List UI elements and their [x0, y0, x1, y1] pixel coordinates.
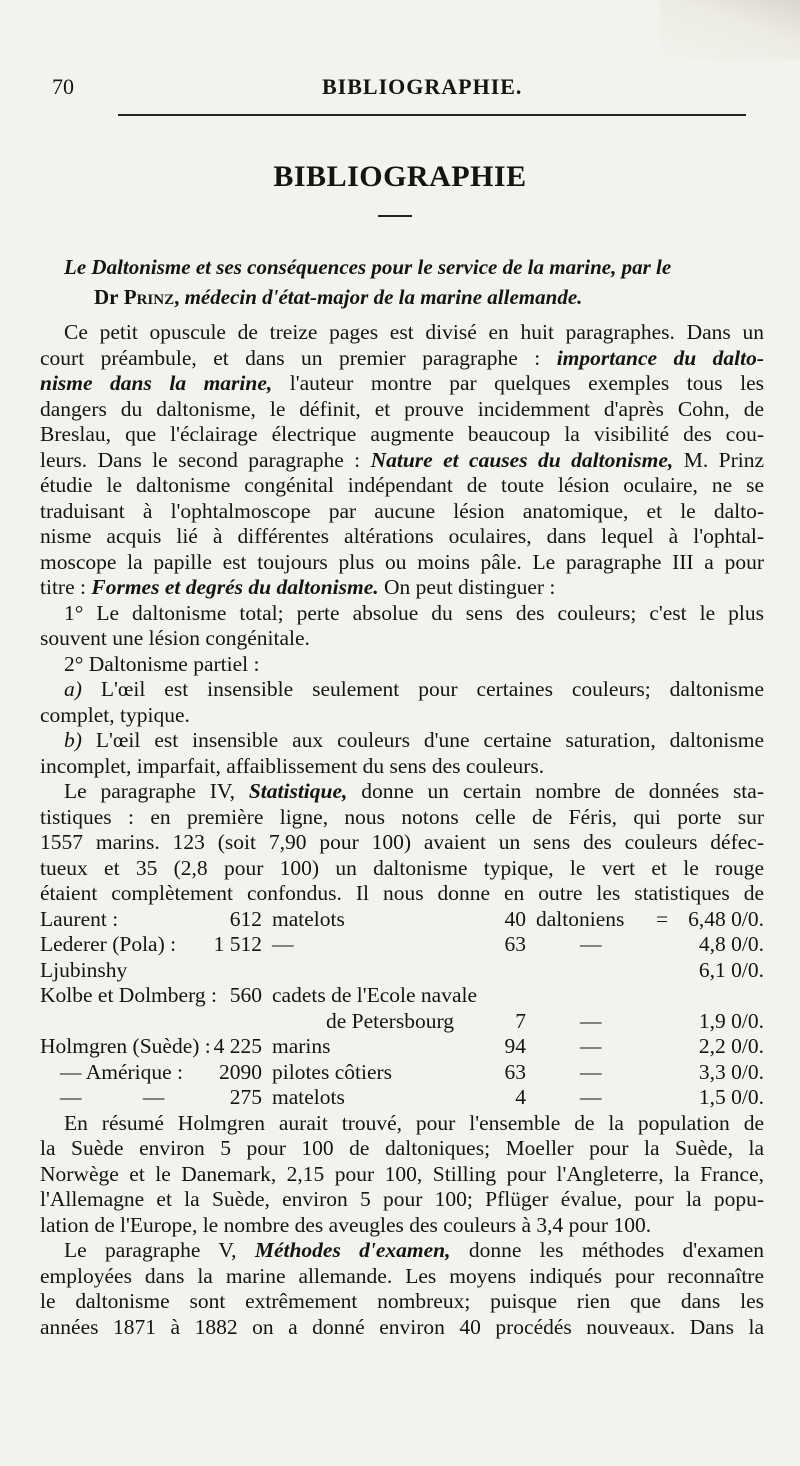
text-line: traduisant à l'ophtalmoscope par aucune lésion anatomique, et le dalto-	[40, 498, 764, 523]
stats-source: — Amérique :	[60, 1059, 184, 1084]
stats-separator: —	[580, 1059, 602, 1084]
text-run: M. Prinz	[683, 447, 764, 472]
stats-row	[40, 907, 764, 933]
stats-source: Holmgren (Suède) :	[40, 1034, 211, 1058]
text-line: Breslau, que l'éclairage électrique augmente beaucoup la visibilité des cou-	[40, 422, 764, 446]
italic-run: importance du dalto-	[556, 345, 765, 370]
stats-group: pilotes côtiers	[272, 1059, 393, 1084]
text-line	[40, 371, 764, 397]
text-line: le daltonisme sont extrêmement nombreux; puisque rien que dans les	[40, 1289, 764, 1313]
text-line: étudie le daltonisme congénital indépendant de toute lésion oculaire, ne se	[40, 473, 764, 497]
text-run: donne les méthodes d'examen	[468, 1238, 765, 1262]
citation-line-1: Le Daltonisme et ses conséquences pour le service de la marine, par le	[64, 255, 672, 279]
stats-separator: =	[656, 906, 669, 931]
book-citation	[64, 252, 764, 312]
text-line	[40, 346, 764, 372]
text-run: donne un certain nombre de données sta-	[361, 779, 764, 803]
stats-daltonians: 63	[504, 1059, 526, 1084]
stats-group: cadets de l'Ecole navale	[272, 983, 478, 1007]
stats-count: 275	[229, 1085, 262, 1109]
text-line: En résumé Holmgren aurait trouvé, pour l'ensemble de la population de	[64, 1110, 764, 1135]
stats-percent: 6,48 0/0.	[688, 906, 764, 931]
stats-row	[40, 1060, 764, 1086]
stats-count: 4 225	[213, 1034, 262, 1058]
section-title: BIBLIOGRAPHIE	[273, 160, 527, 193]
text-line: années 1871 à 1882 on a donné environ 40 procédés nouveaux. Dans la	[40, 1314, 764, 1339]
text-line: incomplet, imparfait, affaiblissement du sens des couleurs.	[40, 753, 545, 778]
stats-row	[40, 1085, 764, 1111]
stats-row	[40, 983, 764, 1009]
stats-daltonians: 40	[504, 906, 526, 931]
list-marker: a)	[64, 677, 82, 701]
text-line: lation de l'Europe, le nombre des aveugles des couleurs à 3,4 pour 100.	[40, 1212, 652, 1237]
text-line: la Suède environ 5 pour 100 de daltoniques; Moeller pour la Suède, la	[40, 1136, 764, 1160]
text-line: 1° Le daltonisme total; perte absolue du sens des couleurs; c'est le plus	[64, 600, 764, 625]
text-line	[40, 779, 764, 805]
italic-run: Formes et degrés du daltonisme.	[91, 575, 379, 599]
text-line: 2° Daltonisme partiel :	[64, 651, 260, 676]
text-line: tueux et 35 (2,8 pour 100) un daltonisme typique, le vert et le rouge	[40, 855, 764, 880]
stats-separator: —	[580, 1008, 602, 1033]
stats-percent: 3,3 0/0.	[698, 1059, 764, 1084]
title-rule	[378, 215, 412, 217]
text-line: moscope la papille est toujours plus ou moins pâle. Le paragraphe III a pour	[40, 549, 764, 574]
stats-count: 2090	[219, 1059, 262, 1084]
stats-daltonians-word: daltoniens	[536, 906, 625, 931]
text-line	[40, 575, 764, 601]
text-line: Norwège et le Danemark, 2,15 pour 100, Stilling pour l'Angleterre, la France,	[40, 1161, 764, 1186]
stats-separator: —	[580, 1085, 602, 1109]
stats-percent: 6,1 0/0.	[698, 957, 764, 982]
text-line: étaient complètement confondus. Il nous donne en outre les statistiques de	[40, 881, 764, 905]
text-run: L'œil est insensible seulement pour certaines couleurs; daltonisme	[100, 677, 764, 701]
stats-source: Laurent :	[40, 906, 119, 931]
body-text	[40, 320, 764, 1340]
citation-affiliation: médecin d'état-major de la marine allemande.	[184, 285, 583, 309]
stats-group: matelots	[272, 1085, 345, 1109]
text-run: On peut distinguer :	[384, 575, 556, 599]
stats-source: Ljubinshy	[40, 957, 128, 982]
header-rule	[118, 114, 746, 116]
text-line	[40, 677, 764, 703]
text-run: court préambule, et dans un premier paragraphe :	[40, 345, 541, 370]
text-line: employées dans la marine allemande. Les moyens indiqués pour reconnaître	[40, 1263, 764, 1288]
citation-line-2	[64, 282, 764, 312]
stats-group: de Petersbourg	[326, 1008, 454, 1033]
italic-run: Statistique,	[248, 779, 348, 803]
citation-author: Prinz,	[123, 285, 180, 309]
stats-percent: 2,2 0/0.	[698, 1034, 764, 1058]
text-line: Ce petit opuscule de treize pages est divisé en huit paragraphes. Dans un	[64, 320, 764, 344]
statistics-table	[40, 907, 764, 1111]
text-run: l'auteur montre par quelques exemples tous les	[289, 371, 764, 395]
text-line: l'Allemagne et la Suède, environ 5 pour 100; Pflüger évalue, pour la popu-	[40, 1187, 764, 1211]
list-marker: b)	[64, 728, 82, 752]
stats-daltonians: 63	[504, 932, 526, 956]
stats-daltonians: 7	[515, 1008, 526, 1033]
text-run: Le paragraphe V,	[64, 1238, 237, 1262]
text-line: tistiques : en première ligne, nous notons celle de Féris, qui porte sur	[40, 804, 764, 829]
stats-count: 612	[229, 906, 262, 931]
page-corner-shadow	[660, 0, 800, 60]
stats-count: 1 512	[213, 932, 262, 956]
stats-percent: 1,9 0/0.	[698, 1008, 764, 1033]
stats-percent: 1,5 0/0.	[698, 1085, 764, 1109]
text-line	[40, 1238, 764, 1264]
stats-daltonians: 4	[515, 1085, 526, 1109]
stats-separator: —	[580, 1034, 602, 1058]
text-line: nisme acquis lié à différentes altérations oculaires, dans lequel à l'ophtal-	[40, 524, 764, 548]
stats-row	[40, 958, 764, 984]
text-line	[40, 448, 764, 474]
stats-group: matelots	[272, 906, 345, 931]
citation-dr: Dr	[94, 285, 119, 309]
text-line	[40, 728, 764, 754]
text-line: souvent une lésion congénitale.	[40, 626, 310, 650]
stats-row	[40, 932, 764, 958]
italic-run: Méthodes d'examen,	[254, 1238, 451, 1262]
stats-source: Kolbe et Dolmberg :	[40, 983, 217, 1007]
stats-separator: —	[580, 932, 602, 956]
stats-daltonians: 94	[504, 1034, 526, 1058]
running-header	[52, 74, 742, 104]
text-line: 1557 marins. 123 (soit 7,90 pour 100) avaient un sens des couleurs défec-	[40, 830, 764, 854]
text-run: Le paragraphe IV,	[64, 779, 236, 803]
text-line: dangers du daltonisme, le définit, et prouve incidemment d'après Cohn, de	[40, 396, 764, 421]
stats-row	[40, 1009, 764, 1035]
text-run: leurs. Dans le second paragraphe :	[40, 447, 361, 472]
stats-row	[40, 1034, 764, 1060]
stats-group: marins	[272, 1034, 331, 1058]
running-title: BIBLIOGRAPHIE.	[322, 74, 523, 99]
page-number: 70	[52, 74, 74, 99]
italic-run: nisme dans la marine,	[40, 371, 273, 395]
stats-source: — —	[60, 1085, 165, 1109]
stats-group: —	[272, 932, 294, 956]
text-line: complet, typique.	[40, 702, 190, 727]
text-run: L'œil est insensible aux couleurs d'une certaine saturation, daltonisme	[95, 728, 764, 752]
stats-percent: 4,8 0/0.	[698, 932, 764, 956]
text-run: titre :	[40, 575, 86, 599]
stats-count: 560	[229, 983, 262, 1007]
italic-run: Nature et causes du daltonisme,	[370, 447, 674, 472]
stats-source: Lederer (Pola) :	[40, 932, 177, 956]
